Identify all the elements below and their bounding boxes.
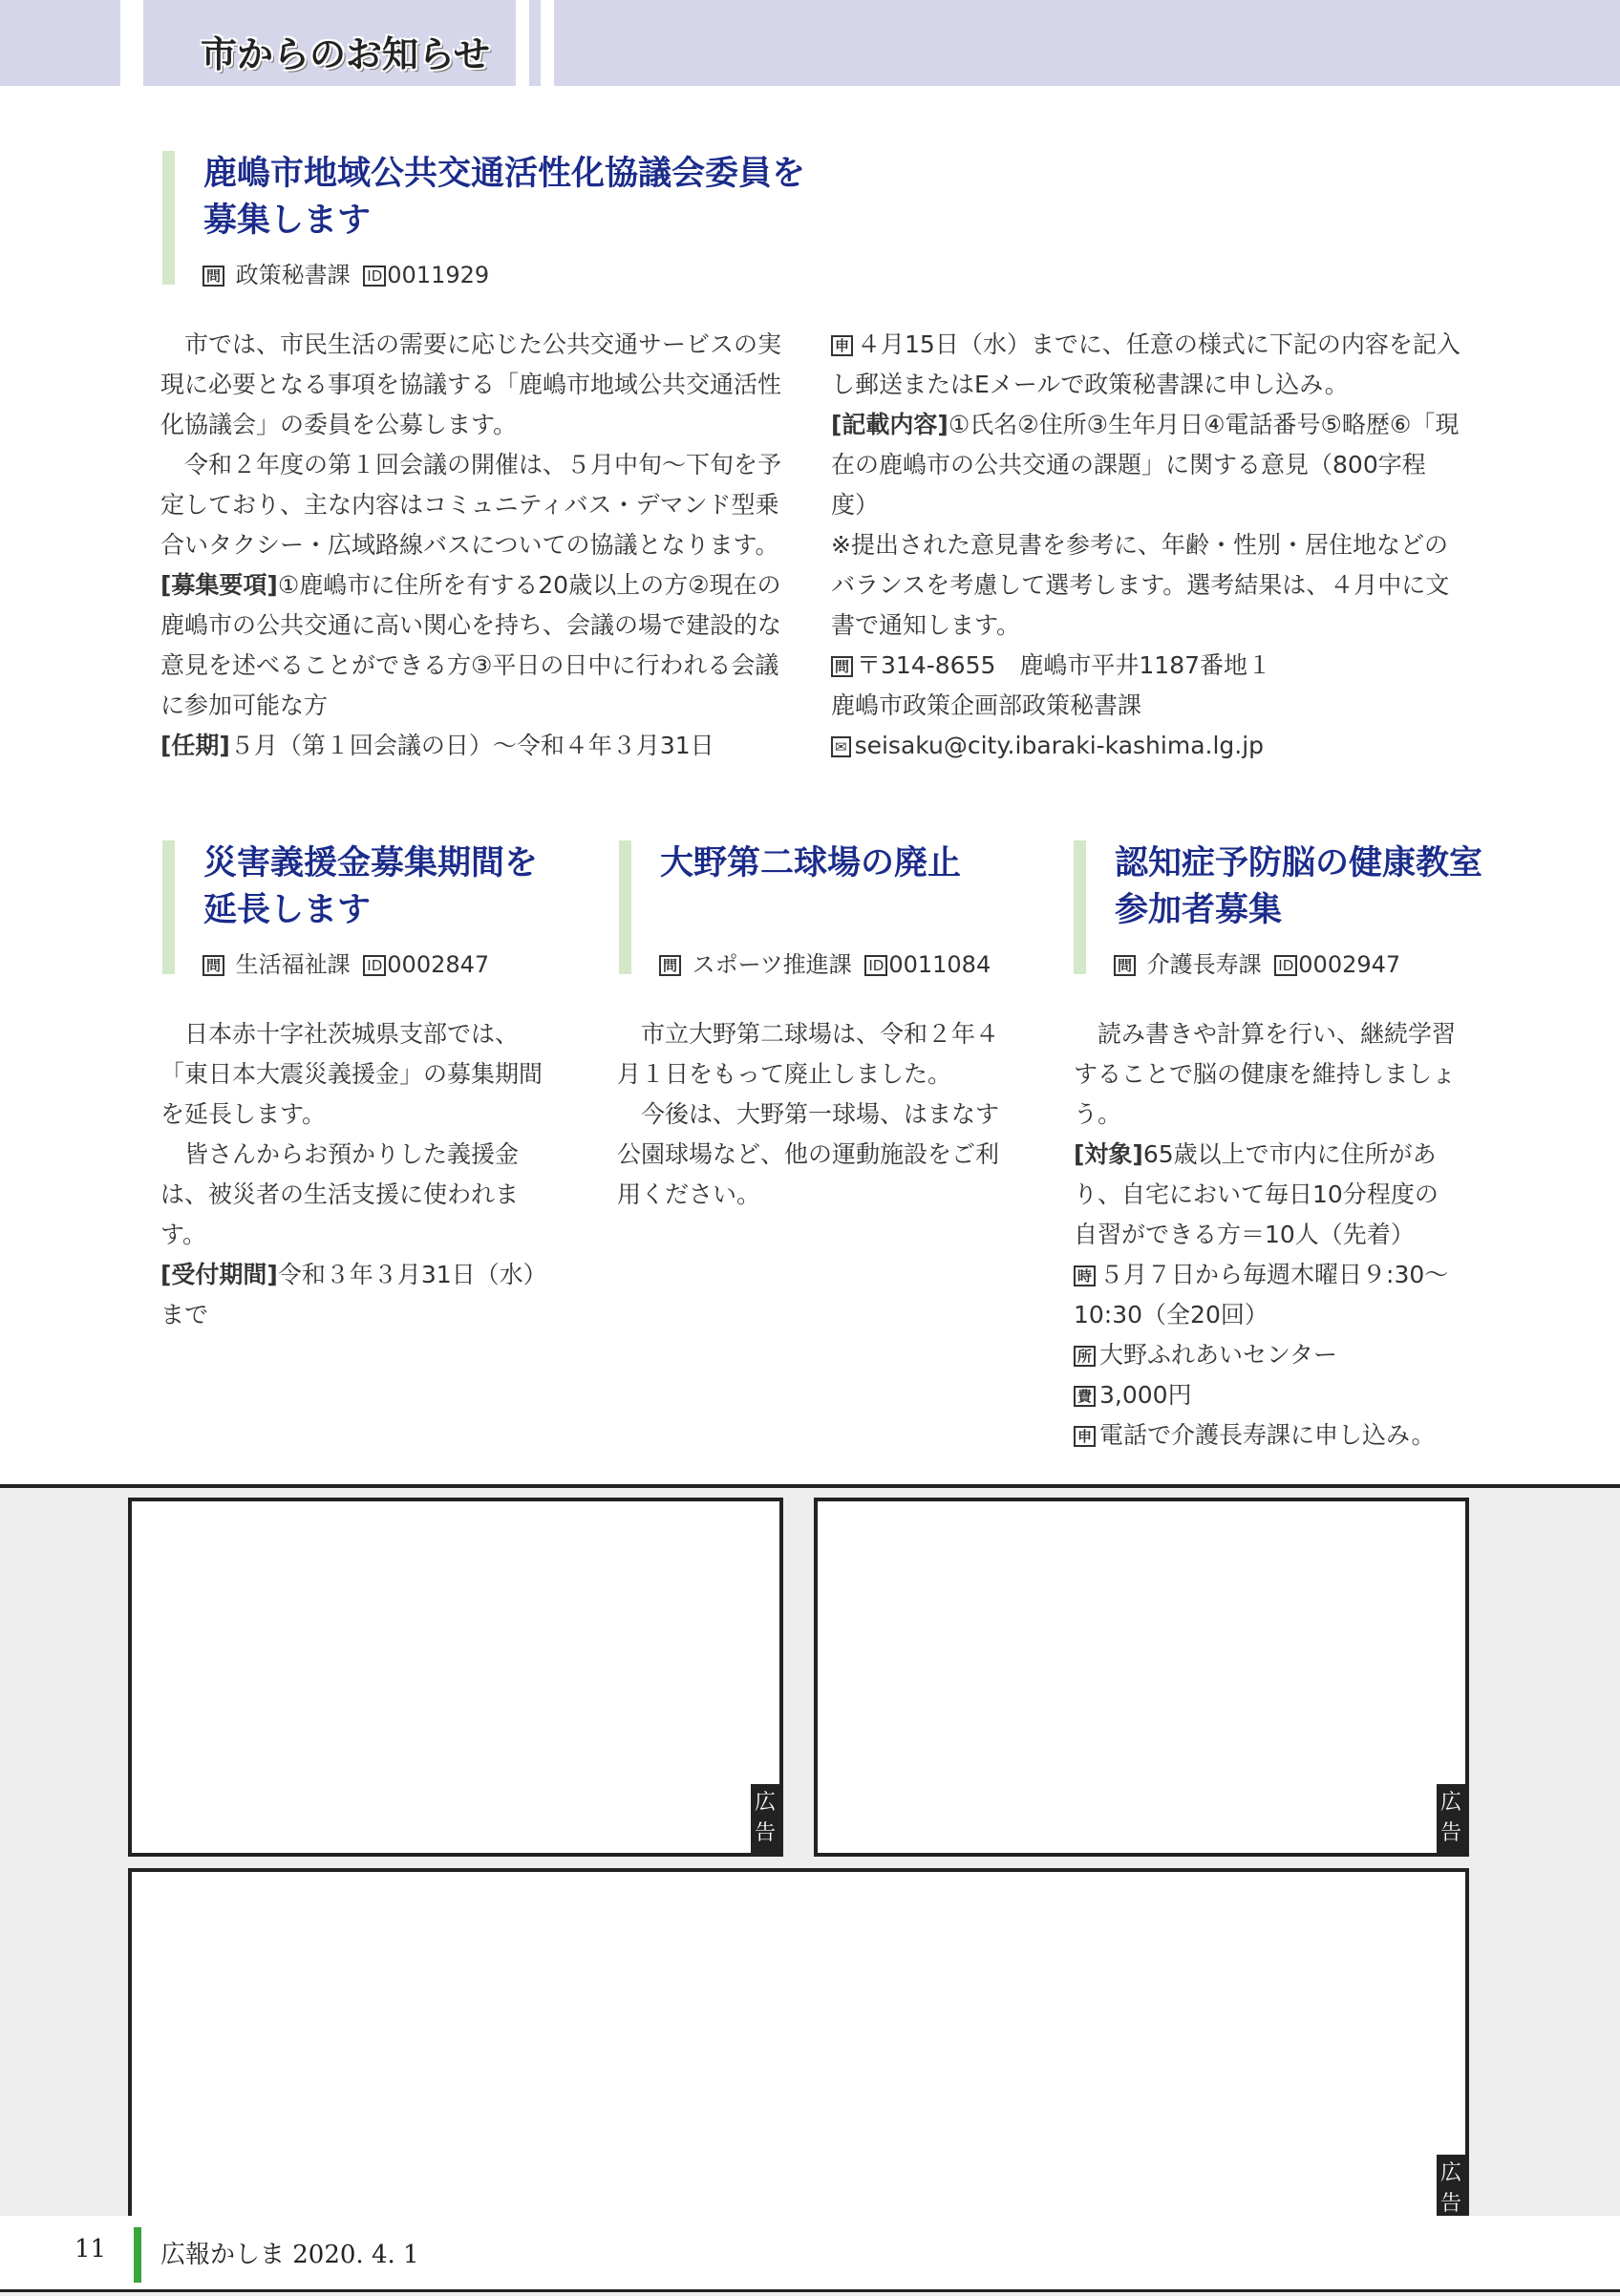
article-2-meta — [202, 946, 489, 979]
inquiry-icon: 問 — [1114, 955, 1136, 976]
article-1-title-text: 鹿嶋市地域公共交通活性化協議会委員を 募集します — [203, 155, 806, 240]
value: ５月（第１回会議の日）〜令和４年３月31日 — [229, 732, 714, 759]
place — [1074, 1335, 1456, 1375]
article-2-title-text: 災害義援金募集期間を 延長します — [203, 844, 539, 929]
advertisement-area — [0, 1484, 1620, 2296]
section-header-label — [172, 0, 506, 86]
reception-period — [160, 1255, 543, 1335]
page-id: 0002947 — [1298, 951, 1401, 978]
time-icon: 時 — [1074, 1265, 1096, 1286]
schedule — [1074, 1255, 1456, 1335]
value: 電話で介護長寿課に申し込み。 — [1099, 1421, 1436, 1449]
label: [受付期間] — [160, 1261, 278, 1288]
target — [1074, 1135, 1456, 1255]
article-1-meta — [202, 256, 489, 289]
header-stripe — [120, 0, 143, 86]
article-3-body — [617, 1014, 1009, 1215]
email-address[interactable]: seisaku@city.ibaraki-kashima.lg.jp — [854, 732, 1265, 759]
header-stripe — [541, 0, 554, 86]
department-name: 生活福祉課 — [235, 951, 351, 978]
inquiry-icon: 問 — [202, 955, 224, 976]
value: 大野ふれあいセンター — [1099, 1341, 1338, 1369]
page-id: 0011084 — [888, 951, 991, 978]
label: [任期] — [160, 732, 230, 759]
id-icon: ID — [363, 955, 386, 976]
advertisement-box — [128, 1498, 783, 1857]
department-name: スポーツ推進課 — [692, 951, 852, 978]
article-3-title-text: 大野第二球場の廃止 — [660, 844, 962, 882]
section-title: 市からのお知らせ — [201, 33, 490, 75]
paragraph: 皆さんからお預かりした義援金は、被災者の生活支援に使われます。 — [160, 1140, 520, 1248]
article-3-meta — [659, 946, 991, 979]
id-icon: ID — [1274, 955, 1297, 976]
value: 65歳以上で市内に住所があり、自宅において毎日10分程度の自習ができる方＝10人（先着） — [1074, 1140, 1439, 1248]
page-id: 0002847 — [387, 951, 490, 978]
value: 〒314-8655 鹿嶋市平井1187番地１ — [857, 651, 1272, 679]
paragraph: 市立大野第二球場は、令和２年４月１日をもって廃止しました。 — [617, 1020, 1000, 1088]
entry-contents — [831, 405, 1461, 525]
value: 3,000円 — [1099, 1381, 1192, 1409]
address — [831, 646, 1461, 686]
label: [記載内容] — [831, 411, 949, 438]
article-2-body — [160, 1014, 543, 1335]
department-name: 政策秘書課 — [235, 262, 351, 288]
email-icon: ✉ — [831, 736, 851, 757]
publication-name: 広報かしま 2020. 4. 1 — [160, 2241, 419, 2269]
value: ４月15日（水）までに、任意の様式に下記の内容を記入し郵送またはEメールで政策秘書課に申し込み。 — [831, 330, 1460, 398]
apply-icon: 申 — [1074, 1426, 1096, 1447]
inquiry-icon: 問 — [659, 955, 681, 976]
page-id: 0011929 — [387, 262, 490, 288]
advertisement-box — [814, 1498, 1469, 1857]
place-icon: 所 — [1074, 1346, 1096, 1367]
article-4-body — [1074, 1014, 1456, 1456]
value: ５月７日から毎週木曜日９:30〜10:30（全20回） — [1074, 1261, 1449, 1329]
value: ①氏名②住所③生年月日④電話番号⑤略歴⑥「現在の鹿嶋市の公共交通の課題」に関する意見（800字程度） — [831, 411, 1460, 519]
article-4-meta — [1114, 946, 1400, 979]
paragraph: 日本赤十字社茨城県支部では、「東日本大震災義援金」の募集期間を延長します。 — [160, 1020, 544, 1128]
page-footer — [0, 2216, 1620, 2292]
footer-accent-bar — [134, 2227, 141, 2283]
paragraph: 今後は、大野第一球場、はまなす公園球場など、他の運動施設をご利用ください。 — [617, 1100, 1000, 1208]
application — [831, 325, 1461, 405]
label: [対象] — [1074, 1140, 1143, 1168]
selection-note: ※提出された意見書を参考に、年齢・性別・居住地などのバランスを考慮して選考します。選考結果は、４月中に文書で通知します。 — [831, 531, 1450, 639]
advertisement-box — [128, 1868, 1469, 2227]
label: [募集要項] — [160, 571, 278, 599]
article-4-title-text: 認知症予防脳の健康教室 参加者募集 — [1115, 844, 1483, 929]
ad-tag: 広告 — [1437, 2155, 1465, 2223]
article-1-body-left — [160, 325, 789, 766]
value: 令和３年３月31日（水）まで — [160, 1261, 536, 1329]
paragraph: 令和２年度の第１回会議の開催は、５月中旬〜下旬を予定しており、主な内容はコミュニティバス・デマンド型乗合いタクシー・広域路線バスについての協議となります。 — [160, 451, 782, 559]
inquiry-icon: 問 — [831, 656, 853, 677]
paragraph: 市では、市民生活の需要に応じた公共交通サービスの実現に必要となる事項を協議する「鹿嶋市地域公共交通活性化協議会」の委員を公募します。 — [160, 330, 782, 438]
value: ①鹿嶋市に住所を有する20歳以上の方②現在の鹿嶋市の公共交通に高い関心を持ち、会議の場で建設的な意見を述べることができる方③平日の日中に行われる会議に参加可能な方 — [160, 571, 782, 719]
department-name: 介護長寿課 — [1146, 951, 1262, 978]
term — [160, 726, 789, 766]
office-name: 鹿嶋市政策企画部政策秘書課 — [831, 691, 1142, 719]
ad-tag: 広告 — [751, 1784, 779, 1853]
fee — [1074, 1375, 1456, 1415]
email-line — [831, 726, 1461, 766]
recruit-requirements — [160, 565, 789, 726]
page-number: 11 — [75, 2235, 107, 2264]
id-icon: ID — [864, 955, 887, 976]
application — [1074, 1415, 1456, 1456]
ad-tag: 広告 — [1437, 1784, 1465, 1853]
inquiry-icon: 問 — [202, 266, 224, 287]
article-1-body-right — [831, 325, 1461, 766]
paragraph: 読み書きや計算を行い、継続学習することで脳の健康を維持しましょう。 — [1074, 1020, 1457, 1128]
id-icon: ID — [363, 266, 386, 287]
header-stripe — [516, 0, 529, 86]
apply-icon: 申 — [831, 335, 853, 356]
fee-icon: 費 — [1074, 1386, 1096, 1407]
